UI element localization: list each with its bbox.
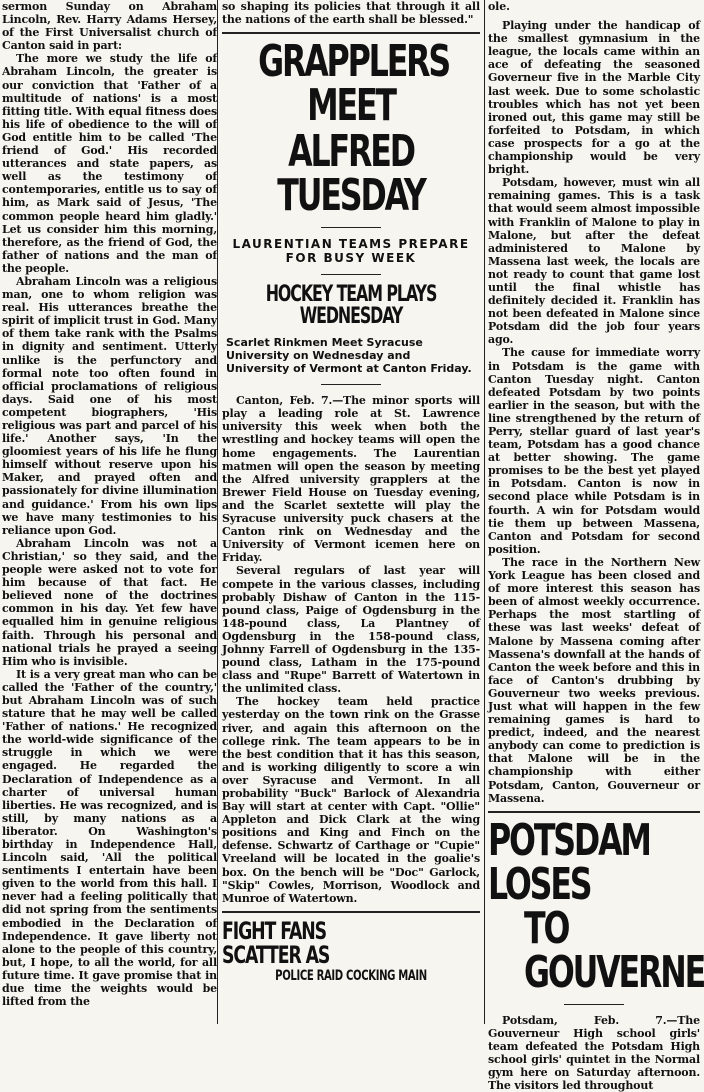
left-column xyxy=(0,0,217,1024)
summary-divider xyxy=(321,384,381,385)
right-paragraph-3: The cause for immediate worry in Potsdam is the game with Canton Tuesday night. Canton defeated Potsdam by two points earlier in the season, but with the line strengthened by the return of Perry, stellar guard of last year's team, Potsdam has a good chance at better showing. The game promises to be the best yet played in Potsdam. Canton is now in second place while Potsdam is in fourth. A win for Potsdam would tie them up between Massena, Canton and Potsdam for second position. xyxy=(488,346,700,556)
headline-grapplers-line1: GRAPPLERS MEET xyxy=(258,36,450,132)
headline-potsdam-line1: POTSDAM LOSES xyxy=(488,814,650,910)
headline-fight: FIGHT FANS SCATTER AS xyxy=(222,916,330,969)
article-summary: Scarlet Rinkmen Meet Syracuse University on Wednesday and University of Vermont at Canton Friday. xyxy=(226,336,472,376)
headline-rule xyxy=(222,32,480,34)
middle-paragraph-1: Canton, Feb. 7.—The minor sports will play a leading role at St. Lawrence university this week when both the wrestling and hockey teams will open the home engagements. The Laurentian matmen will open the season by meeting the Alfred university grapplers at the Brewer Field House on Tuesday evening, and the Scarlet sextette will play the Syracuse university puck chasers at the Canton rink on Wednesday and the University of Vermont icemen here on Friday. xyxy=(222,394,480,565)
right-paragraph-4: The race in the Northern New York League has been closed and of more interest this season has been of almost weekly occurrence. Perhaps the most startling of these was last weeks' defeat of Malone by Massena coming after Massena's downfall at the hands of Canton the week before and this in face of Canton's drubbing by Gouverneur two weeks previous. Just what will happen in the few remaining games is hard to predict, indeed, and the nearest anybody can come to prediction is that Malone will be in the championship with either Potsdam, Canton, Gouverneur or Massena. xyxy=(488,555,700,805)
deck-line-2: FOR BUSY WEEK xyxy=(285,251,417,266)
middle-paragraph-3: The hockey team held practice yesterday on the town rink on the Grasse river, and again this afternoon on the college rink. The team appears to be in the best condition that it has this season, and is working diligently to score a win over Syracuse and Vermont. In all probability "Buck" Barlock of Alexandria Bay will start at center with Capt. "Ollie" Appleton and Dick Clark at the wing positions and King and Finch on the defense. Schwartz of Carthage or "Cupie" Vreeland will be located in the goalie's box. On the bench will be "Doc" Garlock, "Skip" Cowles, Morrison, Woodlock and Munroe of Watertown. xyxy=(222,695,480,905)
left-paragraph-4: Abraham Lincoln was not a Christian,' so they said, and the people were asked not to vote for him because of that fact. He believed none of the doctrines common in his day. Yet few have equalled him in genuine religious faith. Through his personal and national trials he prayed a seeing Him who is invisible. xyxy=(2,536,217,668)
headline-grapplers-line2: ALFRED TUESDAY xyxy=(277,126,425,222)
deck-divider xyxy=(321,274,381,275)
middle-top-text: so shaping its policies that through it all the nations of the earth shall be blessed." xyxy=(222,0,480,27)
right-paragraph-1: Playing under the handicap of the smallest gymnasium in the league, the locals came within an ace of defeating the seasoned Governeur five in the Marble City last week. Due to some scholastic troubles which has not yet been ironed out, this game may still be forfeited to Potsdam, in which case prospects for a go at the championship would be very bright. xyxy=(488,19,700,177)
right-bottom-paragraph: Potsdam, Feb. 7.—The Gouverneur High school girls' team defeated the Potsdam High school girls' quintet in the Normal gym here on Saturday afternoon. The visitors led throughout xyxy=(488,1013,700,1092)
column-rule-left xyxy=(217,0,218,1024)
left-paragraph-3: Abraham Lincoln was a religious man, one to whom religion was real. His utterances breathe the spirit of implicit trust in God. Many of them take rank with the Psalms in dignity and sentiment. Utterly unlike is the perfunctory and formal note too often found in official proclamations of religious days. Said one of his most competent biographers, 'His religious was part and parcel of his life.' Another says, 'In the gloomiest years of his life he flung himself without reserve upon his Maker, and prayed often and passionately for divine illumination and guidance.' From his own lips we have many testimonies to his reliance upon God. xyxy=(2,274,217,537)
potsdam-rule xyxy=(488,811,700,813)
column-rule-right xyxy=(484,0,485,1024)
right-top-text: ole. xyxy=(488,0,510,13)
left-paragraph-5: It is a very great man who can be called the 'Father of the country,' but Abraham Lincoln was of such stature that he may well be called 'Father of nations.' He recognized the world-wide significance of the struggle in which we were engaged. He regarded the Declaration of Independence as a charter of universal human liberties. He was recognized, and is still, by many nations as a liberator. On Washington's birthday in Independence Hall, Lincoln said, 'All the political sentiments I entertain have been given to the world from this hall. I never had a feeling politically that did not spring from the sentiments embodied in the Declaration of Independence. It gave liberty not alone to the people of this country, but, I hope, to all the world, for all future time. It gave promise that in due time the weights would be lifted from the xyxy=(2,667,217,1009)
headline-potsdam-line2: TO GOUVERNE xyxy=(524,902,704,998)
left-paragraph-1: sermon Sunday on Abraham Lincoln, Rev. Harry Adams Hersey, of the First Universalist church of Canton said in part: xyxy=(2,0,217,53)
potsdam-divider xyxy=(564,1004,624,1005)
right-paragraph-2: Potsdam, however, must win all remaining games. This is a task that would seem almost impossible with Franklin of Malone to play in Malone, but after the defeat administered to Malone by Massena last week, the locals are not ready to count that game lost until the final whistle has definitely decided it. Franklin has not been defeated in Malone since Potsdam did the job four years ago. xyxy=(488,176,700,347)
left-paragraph-2: The more we study the life of Abraham Lincoln, the greater is our conviction that 'Father of a multitude of nations' is a most fitting title. With equal fitness does his life of obedience to the will of God entitle him to be called 'The friend of God.' His recorded utterances and state papers, as well as the testimony of contemporaries, entitle us to say of him, as Mark said of Jesus, 'The common people heard him gladly.' Let us consider him this morning, therefore, as the friend of God, the father of nations and the man of the people. xyxy=(2,52,217,275)
middle-column xyxy=(222,0,480,1024)
headline-fight-subline: POLICE RAID COCKING MAIN xyxy=(275,967,427,984)
headline-divider xyxy=(321,227,381,228)
middle-paragraph-2: Several regulars of last year will compete in the various classes, including probably Dishaw of Canton in the 115-pound class, Paige of Ogdensburg in the 148-pound class, La Plantney of Ogdensburg in the 158-pound class, Johnny Farrell of Ogdensburg in the 135-pound class, Latham in the 175-pound class and "Rupe" Barrett of Watertown in the unlimited class. xyxy=(222,564,480,696)
right-column xyxy=(488,0,704,1092)
headline-hockey: HOCKEY TEAM PLAYS WEDNESDAY xyxy=(265,282,437,330)
deck-line-1: LAURENTIAN TEAMS PREPARE xyxy=(232,237,470,252)
fight-rule xyxy=(222,911,480,913)
